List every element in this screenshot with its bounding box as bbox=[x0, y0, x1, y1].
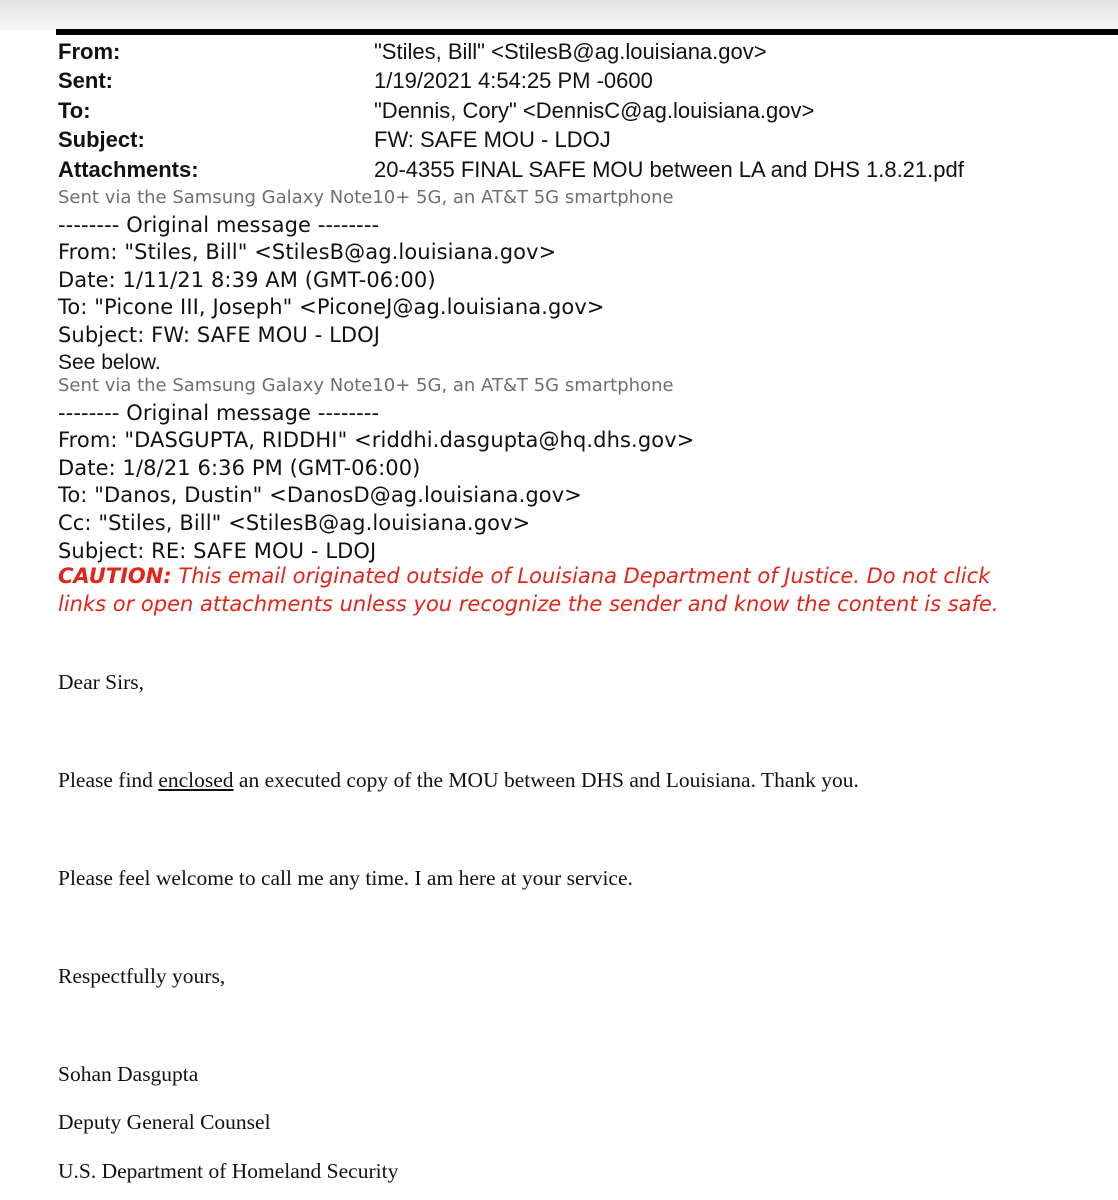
forward-note: See below. bbox=[58, 350, 161, 374]
header-rule bbox=[56, 29, 1118, 35]
forward-date: Date: 1/11/21 8:39 AM (GMT-06:00) bbox=[58, 267, 436, 292]
forward-from: From: "Stiles, Bill" <StilesB@ag.louisiana.gov> bbox=[58, 240, 557, 265]
caution-text-1: This email originated outside of Louisiana Department of Justice. Do not click bbox=[171, 564, 991, 588]
attachments-label: Attachments: bbox=[58, 156, 199, 182]
subject-label: Subject: bbox=[58, 127, 145, 153]
enclosed-link[interactable]: enclosed bbox=[158, 768, 234, 792]
caution-text-2: links or open attachments unless you recognize the sender and know the content is safe. bbox=[58, 591, 999, 616]
para1-post: an executed copy of the MOU between DHS and Louisiana. Thank you. bbox=[233, 768, 859, 792]
from-value: "Stiles, Bill" <StilesB@ag.louisiana.gov> bbox=[374, 39, 767, 64]
forwarded-block-1 bbox=[58, 184, 674, 376]
subject-value: FW: SAFE MOU - LDOJ bbox=[374, 127, 611, 153]
original-message-marker: -------- Original message -------- bbox=[58, 212, 380, 237]
to-label: To: bbox=[58, 97, 91, 123]
forward-date: Date: 1/8/21 6:36 PM (GMT-06:00) bbox=[58, 455, 421, 480]
original-message-marker: -------- Original message -------- bbox=[58, 400, 380, 425]
header-from-row bbox=[58, 37, 964, 66]
header-attachments-row bbox=[58, 155, 964, 184]
greeting: Dear Sirs, bbox=[58, 670, 144, 694]
closing: Respectfully yours, bbox=[58, 964, 226, 988]
top-page-shade bbox=[0, 0, 1118, 30]
forward-subject: Subject: RE: SAFE MOU - LDOJ bbox=[58, 538, 377, 563]
body-paragraph-2: Please feel welcome to call me any time. I am here at your service. bbox=[58, 866, 633, 890]
forward-cc: Cc: "Stiles, Bill" <StilesB@ag.louisiana.gov> bbox=[58, 510, 531, 535]
header-subject-row bbox=[58, 125, 964, 154]
para1-pre: Please find bbox=[58, 768, 159, 792]
body-paragraph-1 bbox=[58, 766, 859, 794]
forward-to: To: "Picone III, Joseph" <PiconeJ@ag.louisiana.gov> bbox=[58, 295, 605, 320]
forward-to: To: "Danos, Dustin" <DanosD@ag.louisiana.gov> bbox=[58, 483, 582, 508]
forwarded-block-2 bbox=[58, 372, 694, 565]
caution-banner bbox=[58, 563, 1108, 618]
sent-label: Sent: bbox=[58, 68, 113, 94]
forward-from: From: "DASGUPTA, RIDDHI" <riddhi.dasgupta@hq.dhs.gov> bbox=[58, 428, 695, 453]
attachments-value: 20-4355 FINAL SAFE MOU between LA and DHS 1.8.21.pdf bbox=[374, 156, 964, 182]
signature-org: U.S. Department of Homeland Security bbox=[58, 1159, 399, 1183]
caution-line-1 bbox=[58, 563, 1108, 591]
email-header bbox=[58, 37, 964, 184]
sent-via-note: Sent via the Samsung Galaxy Note10+ 5G, an AT&T 5G smartphone bbox=[58, 187, 674, 208]
header-sent-row bbox=[58, 66, 964, 95]
sent-via-note: Sent via the Samsung Galaxy Note10+ 5G, an AT&T 5G smartphone bbox=[58, 375, 674, 396]
from-label: From: bbox=[58, 39, 121, 64]
sent-value: 1/19/2021 4:54:25 PM -0600 bbox=[374, 68, 653, 94]
header-to-row bbox=[58, 96, 964, 125]
signature-name: Sohan Dasgupta bbox=[58, 1062, 199, 1086]
forward-subject: Subject: FW: SAFE MOU - LDOJ bbox=[58, 322, 381, 347]
to-value: "Dennis, Cory" <DennisC@ag.louisiana.gov> bbox=[374, 97, 815, 123]
signature-title: Deputy General Counsel bbox=[58, 1110, 271, 1134]
caution-label: CAUTION: bbox=[58, 564, 172, 588]
